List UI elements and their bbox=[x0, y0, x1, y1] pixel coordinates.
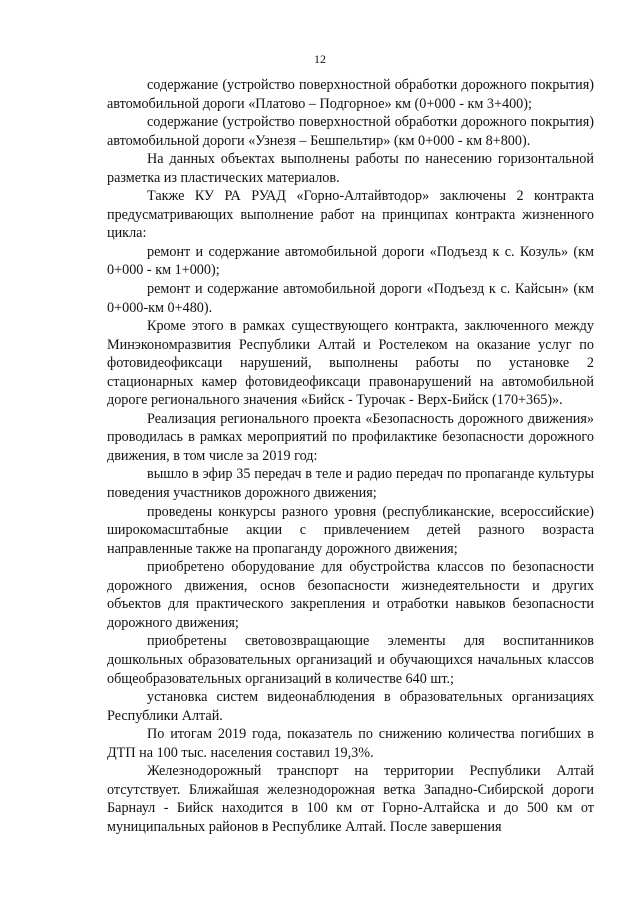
paragraph: Реализация регионального проекта «Безопасность дорожного движения» проводилась в рамках мероприятий по профилактике безопасности дорожного движения, в том числе за 2019 год: bbox=[107, 410, 594, 464]
paragraph: содержание (устройство поверхностной обработки дорожного покрытия) автомобильной дороги «Узнезя – Бешпельтир» (км 0+000 - км 8+800). bbox=[107, 114, 594, 149]
paragraph: содержание (устройство поверхностной обработки дорожного покрытия) автомобильной дороги «Платово – Подгорное» км (0+000 - км 3+400); bbox=[107, 77, 594, 112]
paragraph: установка систем видеонаблюдения в образовательных организациях Республики Алтай. bbox=[107, 689, 594, 724]
paragraph: вышло в эфир 35 передач в теле и радио передач по пропаганде культуры поведения участников дорожного движения; bbox=[107, 466, 594, 502]
document-body bbox=[107, 76, 594, 836]
paragraph: Железнодорожный транспорт на территории Республики Алтай отсутствует. Ближайшая железнодорожная ветка Западно-Сибирской дороги Барнаул - Бийск находится в 100 км от Горно-Алтайска и до 500 км от муниципальных районов в Республике Алтай. После завершения bbox=[107, 763, 594, 835]
paragraph: приобретены световозвращающие элементы для воспитанников дошкольных образовательных организаций и обучающихся начальных классов общеобразовательных организаций в количестве 640 шт.; bbox=[107, 633, 594, 687]
paragraph: На данных объектах выполнены работы по нанесению горизонтальной разметка из пластических материалов. bbox=[107, 151, 594, 186]
paragraph: Кроме этого в рамках существующего контракта, заключенного между Минэкономразвития Республики Алтай и Ростелеком на оказание услуг по фотовидеофиксаци нарушений, выполнены работы по установке 2 стационарных камер фотовидеофиксаци правонарушений на автомобильной дороге регионального значения «Бийск - Турочак - Верх-Бийск (170+365)». bbox=[107, 318, 594, 409]
page-number: 12 bbox=[314, 52, 326, 66]
paragraph: Также КУ РА РУАД «Горно-Алтайвтодор» заключены 2 контракта предусматривающих выполнение работ на принципах контракта жизненного цикла: bbox=[107, 188, 594, 242]
paragraph: приобретено оборудование для обустройства классов по безопасности дорожного движения, основ безопасности жизнедеятельности и других объектов для практического закрепления и отработки навыков безопасности дорожного движения; bbox=[107, 559, 594, 631]
paragraph: По итогам 2019 года, показатель по снижению количества погибших в ДТП на 100 тыс. населения составил 19,3%. bbox=[107, 726, 594, 761]
paragraph: ремонт и содержание автомобильной дороги «Подъезд к с. Кайсын» (км 0+000-км 0+480). bbox=[107, 281, 594, 316]
paragraph: проведены конкурсы разного уровня (республиканские, всероссийские) широкомасштабные акции с привлечением детей разного возраста направленные также на пропаганду дорожного движения; bbox=[107, 503, 594, 557]
paragraph: ремонт и содержание автомобильной дороги «Подъезд к с. Козуль» (км 0+000 - км 1+000); bbox=[107, 243, 594, 279]
